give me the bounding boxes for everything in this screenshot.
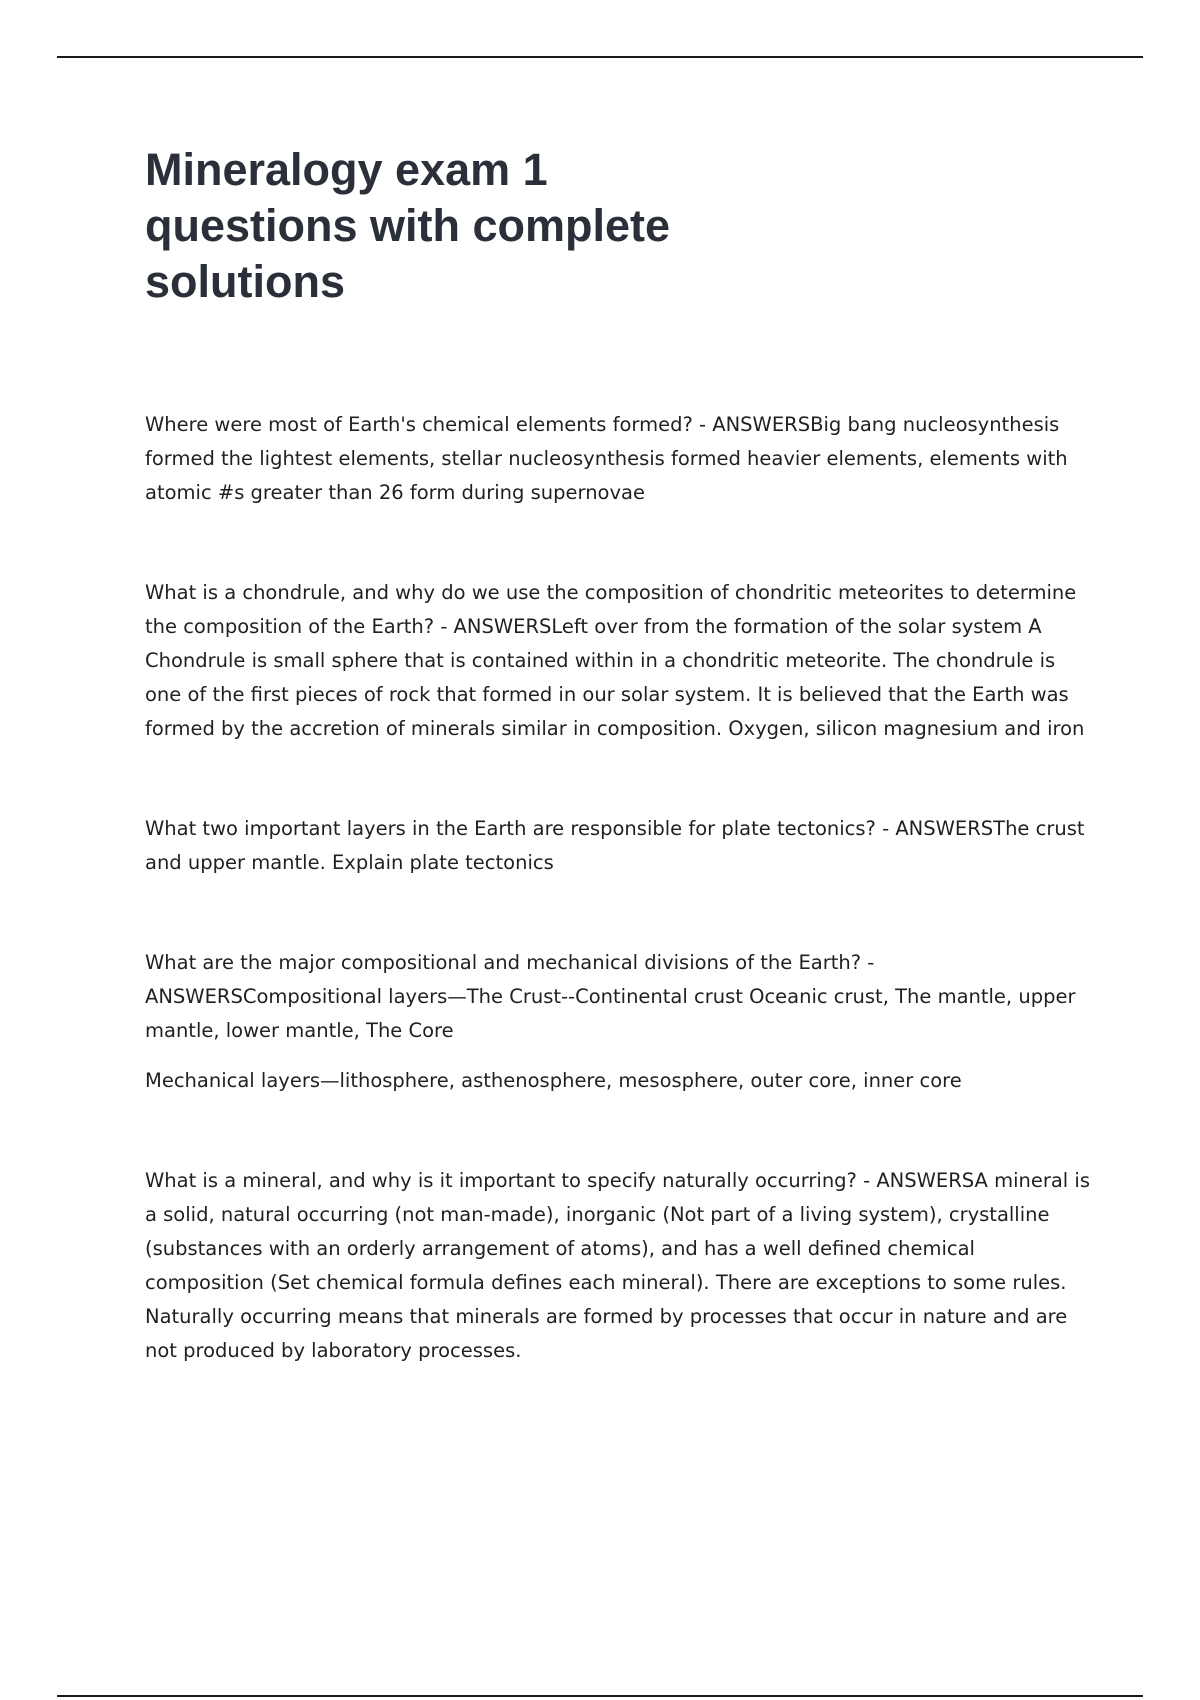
qa-item-4-text-continued: Mechanical layers—lithosphere, asthenosphere, mesosphere, outer core, inner core [145, 1069, 962, 1092]
top-divider [57, 56, 1143, 58]
qa-item-2 [145, 576, 1091, 746]
qa-item-3-text: What two important layers in the Earth are responsible for plate tectonics? - ANSWERSThe crust and upper mantle. Explain plate tectonics [145, 817, 1085, 874]
qa-item-1-text: Where were most of Earth's chemical elements formed? - ANSWERSBig bang nucleosynthesis formed the lightest elements, stellar nucleosynthesis formed heavier elements, elements with atomic #s greater than 26 form during supernovae [145, 413, 1068, 504]
qa-item-5-text: What is a mineral, and why is it important to specify naturally occurring? - ANSWERSA mineral is a solid, natural occurring (not man-made), inorganic (Not part of a living system), crystalline (substances with an orderly arrangement of atoms), and has a well defined chemical composition (Set chemical formula defines each mineral). There are exceptions to some rules. Naturally occurring means that minerals are formed by processes that occur in nature and are not produced by laboratory processes. [145, 1169, 1090, 1362]
qa-item-4-text: What are the major compositional and mechanical divisions of the Earth? - ANSWERSCompositional layers—The Crust--Continental crust Oceanic crust, The mantle, upper mantle, lower mantle, The Core [145, 951, 1076, 1042]
qa-item-3 [145, 812, 1091, 880]
qa-item-2-text: What is a chondrule, and why do we use the composition of chondritic meteorites to determine the composition of the Earth? - ANSWERSLeft over from the formation of the solar system A Chondrule is small sphere that is contained within in a chondritic meteorite. The chondrule is one of the first pieces of rock that formed in our solar system. It is believed that the Earth was formed by the accretion of minerals similar in composition. Oxygen, silicon magnesium and iron [145, 581, 1085, 740]
bottom-divider [57, 1695, 1143, 1697]
qa-item-1 [145, 408, 1091, 510]
qa-list [145, 408, 1091, 1434]
document-title: Mineralogy exam 1 questions with complete solutions [145, 144, 671, 307]
qa-item-4 [145, 946, 1091, 1098]
qa-item-5 [145, 1164, 1091, 1368]
